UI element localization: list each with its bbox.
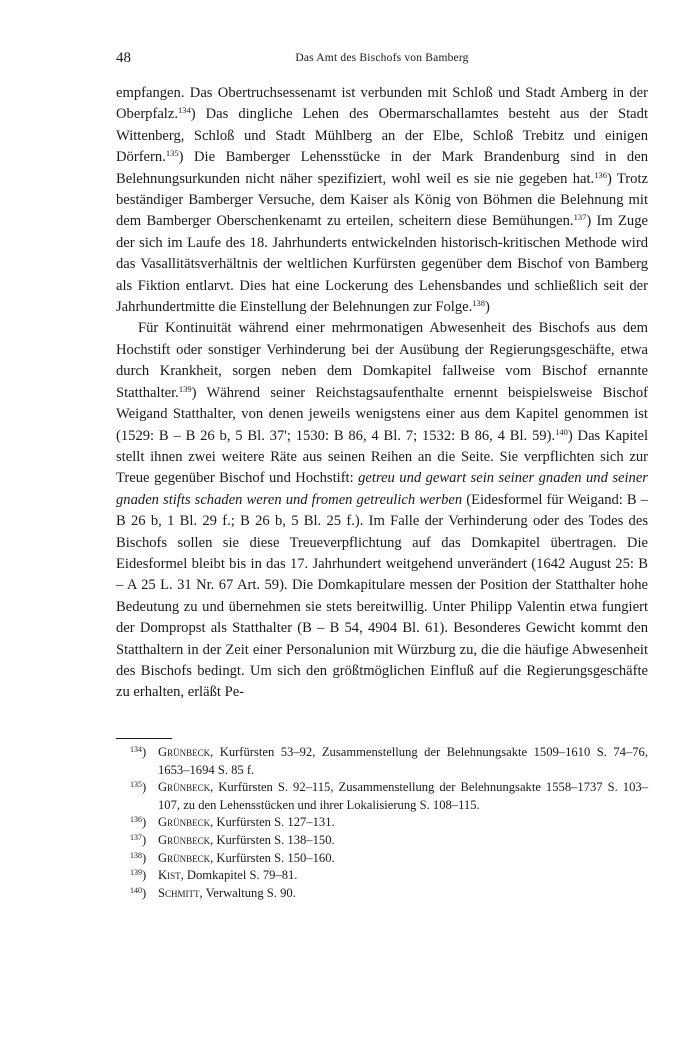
text-run: ) [485, 299, 490, 316]
footnote-136: $^{136}$) Grünbeck, Kurfürsten S. 127–131. [130, 815, 335, 830]
footnote-ref-136: 136 [594, 169, 607, 180]
footnote-text: , Verwaltung S. 90. [199, 885, 296, 900]
text-run: ) Die Bamberger Lehensstücke in der Mark Brandenburg sind in den Belehnungsurkunden nicht näher spezifiziert, wohl weil es sie nie gegeben hat. [116, 149, 648, 187]
main-text [116, 83, 648, 704]
footnote-text: , Kurfürsten S. 150–160. [210, 850, 335, 865]
footnotes [116, 744, 648, 902]
text-run: ) Das Kapitel stellt ihnen zwei weitere Räte aus seinen Reihen an die Seite. Sie verpflichten sich zur Treue gegenüber Bischof und Hochstift: [116, 427, 649, 487]
footnote-ref-135: 135 [165, 148, 179, 159]
text-run: (Eidesformel für Weigand: B – B 26 b, 1 Bl. 29 f.; B 26 b, 5 Bl. 25 f.). Im Falle der Verhinderung oder des Todes des Bischofs sollen sie diese Treueverpflichtung auf das Domkapitel übertragen. Die Eidesformel bleibt bis in das 17. Jahrhundert weitgehend unverändert (1642 August 25: B – A 25 L. 31 Nr. 67 Art. 59). Die Domkapitulare messen der Position der Statthalter hohe Bedeutung zu und übernehmen sie stets bereitwillig. Unter Philipp Valentin etwa fungiert der Dompropst als Statthalter (B – B 54, 4904 Bl. 61). Besonderes Gewicht kommt den Statthaltern in der Zeit einer Personalunion mit Würzburg zu, die die häufige Abwesenheit des Bischofs bedingt. Um sich den größtmöglichen Einfluß auf die Regierungsgeschäfte zu erhalten, erläßt Pe- [116, 491, 648, 701]
footnote-text: , Kurfürsten S. 138–150. [210, 832, 335, 847]
footnote-number: 138 [130, 850, 142, 860]
footnote-divider [116, 738, 172, 739]
footnote-author: Kist [158, 868, 181, 883]
footnote-author: Schmitt [158, 885, 200, 900]
footnote-134: $^{134}$) Grünbeck, Kurfürsten 53–92, Zusammenstellung der Belehnungsakte 1509–1610 S. 74–76, 1653–1694 S. 85 f. [130, 745, 648, 777]
footnote-140: $^{140}$) Schmitt, Verwaltung S. 90. [130, 885, 296, 900]
footnote-author: Grünbeck [158, 780, 211, 795]
footnote-author: Grünbeck [158, 832, 211, 847]
footnote-number: 134 [130, 745, 142, 754]
footnote-number: 135 [130, 780, 142, 790]
footnote-ref-140: 140 [555, 426, 568, 437]
page-header [116, 50, 648, 70]
footnote-text: , Kurfürsten 53–92, Zusammenstellung der Belehnungsakte 1509–1610 S. 74–76, 1653–1694 S. 85 f. [158, 745, 648, 777]
footnote-139: $^{139}$) Kist, Domkapitel S. 79–81. [130, 868, 298, 883]
footnote-number: 137 [130, 832, 142, 842]
text-run: empfangen. Das Obertruchsessenamt ist verbunden mit Schloß und Stadt Amberg in der Oberpfalz. [116, 85, 648, 123]
footnote-number: 136 [130, 815, 142, 825]
text-run: ) Das dingliche Lehen des Obermarschallamtes besteht aus der Stadt Wittenberg, Schloß und Stadt Mühlberg an der Elbe, Schloß Trebitz und einigen Dörfern. [116, 106, 648, 166]
footnote-number: 139 [130, 868, 142, 878]
footnote-author: Grünbeck [158, 815, 211, 830]
footnote-text: , Domkapitel S. 79–81. [180, 868, 298, 883]
text-run: Für Kontinuität während einer mehrmonatigen Abwesenheit des Bischofs aus dem Hochstift oder sonstiger Verhinderung bei der Ausübung der Regierungsgeschäfte, etwa durch Krankheit, sorgen neben dem Domkapitel fallweise vom Bischof ernannte Statthalter. [116, 320, 648, 401]
footnote-text: , Kurfürsten S. 92–115, Zusammenstellung der Belehnungsakte 1558–1737 S. 103–107, zu den Lehensstücken und ihrer Lokalisierung S. 108–115. [158, 780, 648, 812]
footnote-135: $^{135}$) Grünbeck, Kurfürsten S. 92–115, Zusammenstellung der Belehnungsakte 1558–1737 S. 103–107, zu den Lehensstücken und ihrer Lokalisierung S. 108–115. [130, 780, 648, 812]
footnote-number: 140 [130, 885, 142, 895]
footnote-text: , Kurfürsten S. 127–131. [210, 815, 335, 830]
footnote-ref-138: 138 [472, 298, 485, 309]
footnote-137: $^{137}$) Grünbeck, Kurfürsten S. 138–150. [130, 832, 335, 847]
footnote-ref-137: 137 [573, 212, 587, 223]
text-run: ) Im Zuge der sich im Laufe des 18. Jahrhunderts entwickelnden historisch-kritischen Methode wird das Vasallitätsverhältnis der weltlichen Kurfürsten gegenüber dem Bischof von Bamberg als Fiktion entlarvt. Dies hat eine Lockerung des Lehensbandes und schließlich seit der Jahrhundertmitte die Einstellung der Belehnungen zur Folge. [116, 213, 648, 316]
paragraph-1 [116, 83, 648, 318]
oath-quote: getreu und gewart sein seiner gnaden und seiner gnaden stifts schaden weren und fromen getreulich werben [116, 470, 648, 508]
footnote-author: Grünbeck [158, 850, 211, 865]
footnote-ref-139: 139 [178, 383, 192, 394]
page-number: 48 [116, 50, 131, 66]
footnote-138: $^{138}$) Grünbeck, Kurfürsten S. 150–160. [130, 850, 335, 865]
text-run: ) Trotz beständiger Bamberger Versuche, dem Kaiser als König von Böhmen die Belehnung mit dem Bamberger Oberschenkenamt zu erteilen, scheitern diese Bemühungen. [116, 170, 648, 230]
paragraph-2 [116, 318, 648, 703]
footnote-ref-134: 134 [178, 105, 191, 116]
running-title: Das Amt des Bischofs von Bamberg [295, 52, 469, 64]
footnote-author: Grünbeck [158, 745, 211, 759]
text-run: ) Während seiner Reichstagsaufenthalte ernennt beispielsweise Bischof Weigand Statthalter, von denen jeweils wenigstens einer aus dem Kapitel genommen ist (1529: B – B 26 b, 5 Bl. 37'; 1530: B 86, 4 Bl. 7; 1532: B 86, 4 Bl. 59). [116, 384, 648, 444]
